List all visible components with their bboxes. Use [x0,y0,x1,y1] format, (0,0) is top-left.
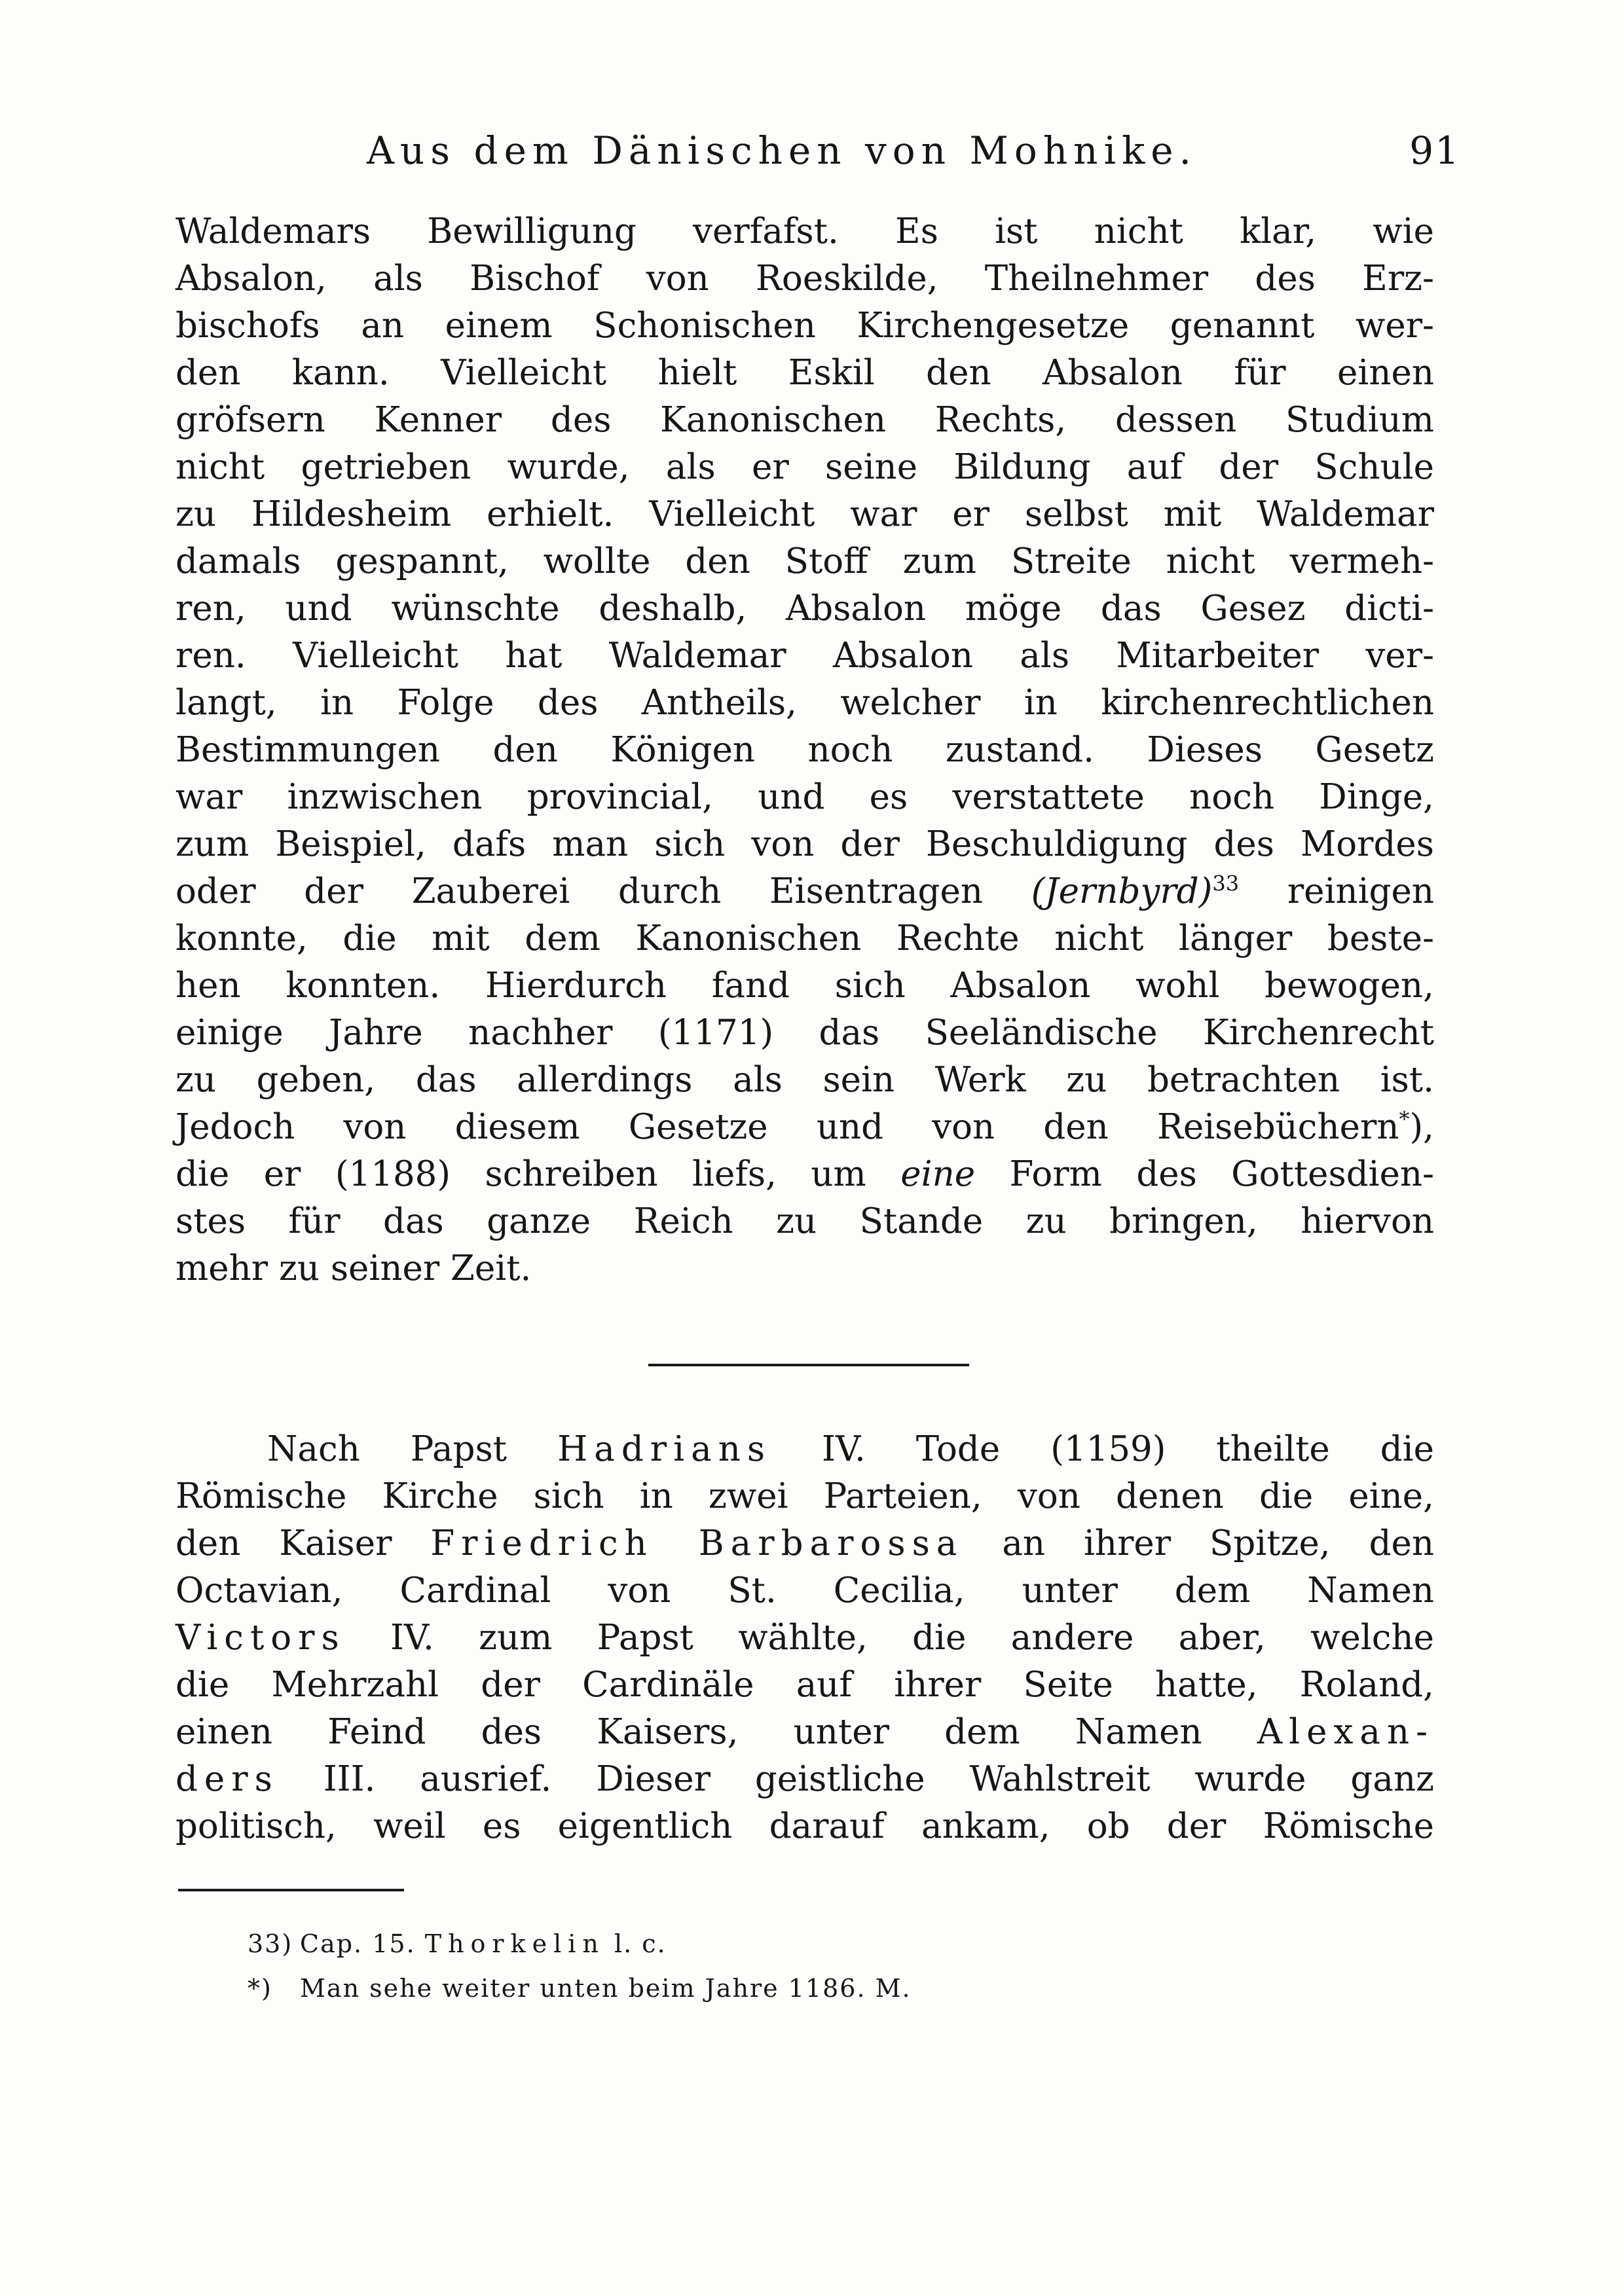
text-line: nicht getrieben wurde, als er seine Bildung auf der Schule [175,447,1434,487]
text-line: gröfsern Kenner des Kanonischen Rechts, dessen Studium [175,400,1434,440]
text-line: zu Hildesheim erhielt. Vielleicht war er selbst mit Waldemar [175,494,1434,534]
text-line: politisch, weil es eigentlich darauf ankam, ob der Römische [175,1806,1434,1846]
text-line: Bestimmungen den Königen noch zustand. Dieses Gesetz [175,730,1434,770]
text-line-with-footnote-ref [175,1104,1434,1151]
spaced-name: Hadrians [557,1429,772,1469]
spaced-name: ders [175,1759,279,1799]
text-line: zu geben, das allerdings als sein Werk zu betrachten ist. [175,1060,1434,1100]
text-line: einige Jahre nachher (1171) das Seeländische Kirchenrecht [175,1013,1434,1053]
text-line: die Mehrzahl der Cardinäle auf ihrer Seite hatte, Roland, [175,1665,1434,1705]
text-line: Waldemars Bewilligung verfafst. Es ist nicht klar, wie [175,211,1434,251]
text-segment: ), [1409,1107,1434,1147]
text-segment: die er (1188) schreiben liefs, um [175,1154,901,1194]
text-line: zum Beispiel, dafs man sich von der Beschuldigung des Mordes [175,824,1434,864]
section-divider [648,1364,969,1366]
footnote-text: Cap. 15. [300,1929,425,1958]
footnote-marker: 33) [248,1929,293,1958]
text-segment: Form des Gottesdien- [975,1154,1434,1194]
footnote-text: l. c. [604,1929,667,1958]
text-segment: den Kaiser [175,1523,431,1563]
text-segment: an ihrer Spitze, den [963,1523,1435,1563]
text-line-with-emphasis [175,1151,1434,1198]
text-line [175,1756,1434,1803]
text-line: Octavian, Cardinal von St. Cecilia, unter dem Namen [175,1571,1434,1611]
text-line: hen konnten. Hierdurch fand sich Absalon wohl bewogen, [175,966,1434,1006]
text-segment: oder der Zauberei durch Eisentragen [175,871,1031,911]
footnote-asterisk [248,1966,1230,2011]
text-line: damals gespannt, wollte den Stoff zum Streite nicht vermeh- [175,541,1434,581]
text-line: stes für das ganze Reich zu Stande zu bringen, hiervon [175,1201,1434,1241]
footnote-33 [248,1922,1230,1966]
footnote-reference: 33 [1212,871,1240,896]
text-line-with-footnote-ref [175,868,1434,915]
text-line: bischofs an einem Schonischen Kirchengesetze genannt wer- [175,306,1434,346]
italic-emphasis: eine [900,1154,976,1194]
text-line [175,1709,1434,1756]
footnotes [248,1922,1230,2011]
text-line [175,1614,1434,1662]
text-segment: III. ausrief. Dieser geistliche Wahlstreit wurde ganz [278,1759,1434,1799]
text-line: mehr zu seiner Zeit. [175,1248,532,1288]
text-line: Absalon, als Bischof von Roeskilde, Theilnehmer des Erz- [175,259,1434,299]
text-segment: einen Feind des Kaisers, unter dem Namen [175,1712,1257,1752]
text-segment: IV. zum Papst wählte, die andere aber, welche [345,1618,1434,1658]
text-line: langt, in Folge des Antheils, welcher in kirchenrechtlichen [175,683,1434,723]
running-title: Aus dem Dänischen von Mohnike. [367,128,1197,173]
paragraph-2 [175,1426,1434,1850]
text-line: ren. Vielleicht hat Waldemar Absalon als Mitarbeiter ver- [175,636,1434,676]
page-number: 91 [1409,128,1460,173]
spaced-name: Victors [175,1618,346,1658]
spaced-name: Thorkelin [424,1929,605,1958]
spaced-name: Friedrich Barbarossa [430,1523,964,1563]
footnote-divider [178,1889,404,1891]
text-line [175,1426,1434,1473]
paragraph-1 [175,208,1434,1292]
text-line: ren, und wünschte deshalb, Absalon möge das Gesez dicti- [175,589,1434,629]
text-line: den kann. Vielleicht hielt Eskil den Absalon für einen [175,353,1434,393]
text-segment: Nach Papst [267,1429,558,1469]
text-segment: IV. Tode (1159) theilte die [771,1429,1434,1469]
text-line: Römische Kirche sich in zwei Parteien, von denen die eine, [175,1476,1434,1516]
italic-term: (Jernbyrd) [1031,871,1213,911]
spaced-name: Alexan- [1257,1712,1434,1752]
footnote-reference: * [1399,1106,1410,1132]
text-line [175,1520,1434,1567]
text-segment: reinigen [1239,871,1434,911]
page-header [367,128,1460,187]
text-line: war inzwischen provincial, und es verstattete noch Dinge, [175,777,1434,817]
footnote-text: Man sehe weiter unten beim Jahre 1186. M. [300,1974,912,2003]
footnote-marker: *) [248,1974,272,2003]
text-line: konnte, die mit dem Kanonischen Rechte nicht länger beste- [175,919,1434,958]
text-segment: Jedoch von diesem Gesetze und von den Reisebüchern [175,1107,1399,1147]
